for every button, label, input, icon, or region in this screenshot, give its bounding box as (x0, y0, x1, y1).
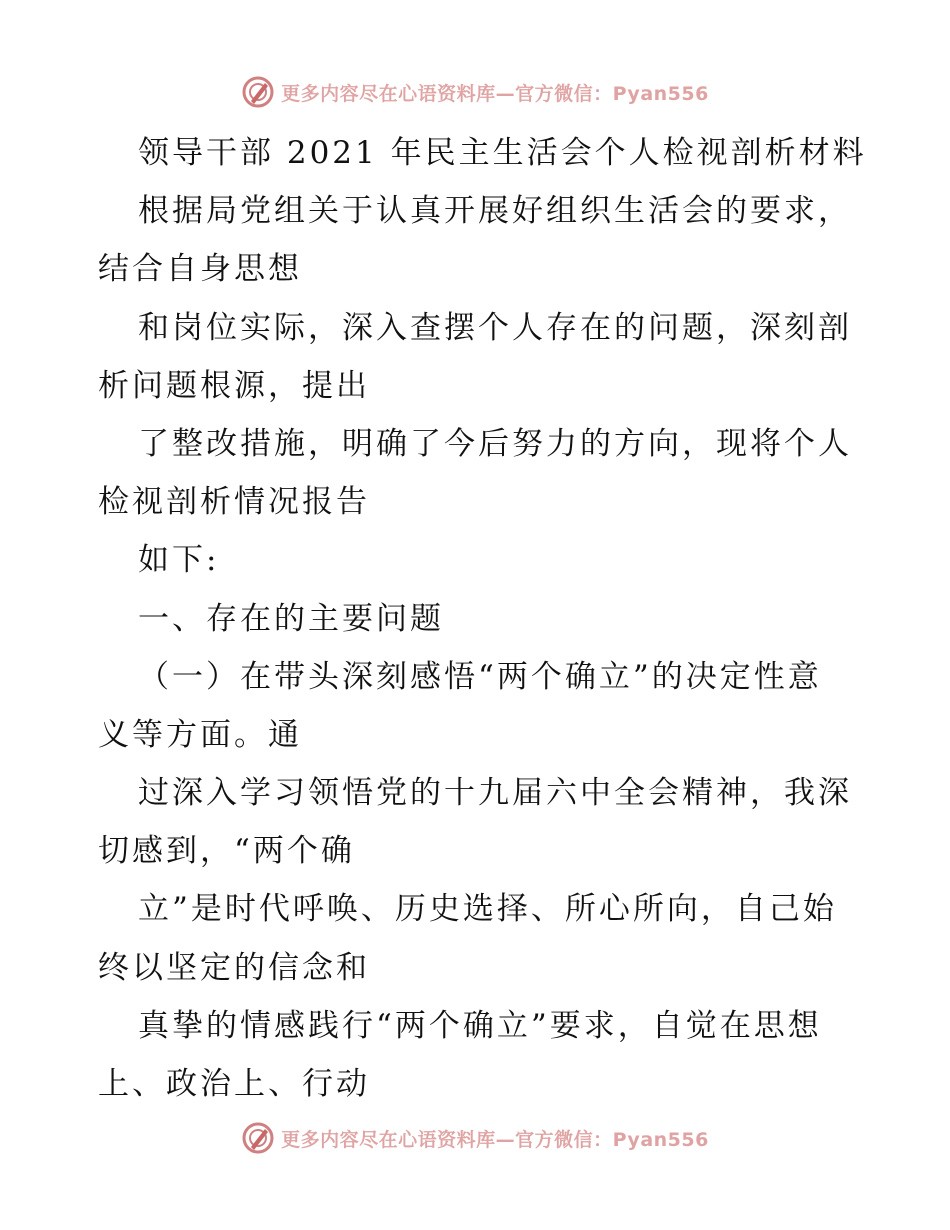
watermark-text: 更多内容尽在心语资料库—官方微信：Pyan556 (281, 82, 709, 105)
text-line: 立”是时代呼唤、历史选择、所心所向，自己始 (138, 891, 837, 928)
text-line: 结合自身思想 (98, 251, 302, 288)
watermark-text: 更多内容尽在心语资料库—官方微信：Pyan556 (281, 1128, 709, 1151)
seal-pen-icon (241, 75, 275, 109)
text-line: 终以坚定的信念和 (98, 949, 370, 986)
header-watermark (0, 72, 950, 112)
text-line: 和岗位实际，深入查摆个人存在的问题，深刻剖 (138, 309, 852, 346)
seal-pen-icon (241, 1121, 275, 1155)
text-line: 上、政治上、行动 (98, 1066, 370, 1102)
text-line: 了整改措施，明确了今后努力的方向，现将个人 (138, 425, 852, 462)
document-body (98, 124, 867, 1113)
text-line: 真挚的情感践行“两个确立”要求，自觉在思想 (138, 1007, 822, 1044)
text-line: 切感到，“两个确 (98, 833, 355, 870)
text-line: 过深入学习领悟党的十九届六中全会精神，我深 (138, 775, 852, 812)
text-line: 义等方面。通 (98, 716, 302, 753)
text-line: （一）在带头深刻感悟“两个确立”的决定性意 (138, 658, 822, 695)
text-line: 领导干部 2021 年民主生活会个人检视剖析材料 (138, 135, 867, 171)
text-line: 根据局党组关于认真开展好组织生活会的要求， (138, 193, 852, 230)
footer-watermark (0, 1118, 950, 1158)
text-line: 如下: (138, 542, 220, 579)
text-line: 析问题根源，提出 (98, 367, 370, 404)
text-line: 一、存在的主要问题 (138, 600, 444, 637)
text-line: 检视剖析情况报告 (98, 484, 370, 521)
